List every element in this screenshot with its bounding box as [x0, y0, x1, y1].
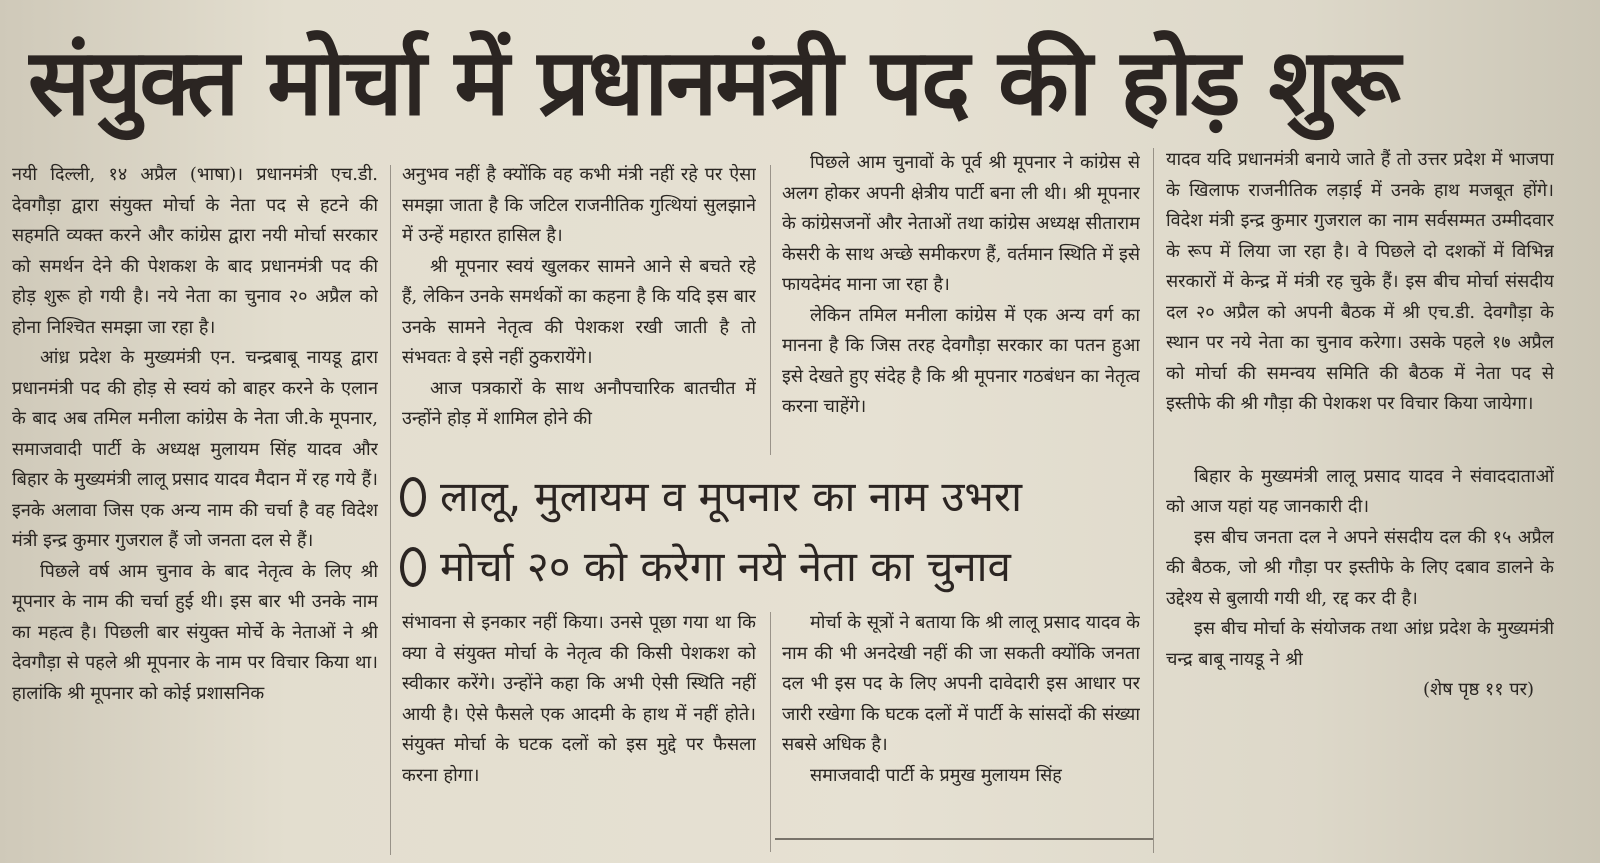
paragraph: बिहार के मुख्यमंत्री लालू प्रसाद यादव ने संवाददाताओं को आज यहां यह जानकारी दी।	[1166, 465, 1554, 517]
circle-bullet-icon	[400, 477, 426, 517]
paragraph: मोर्चा के सूत्रों ने बताया कि श्री लालू प्रसाद यादव के नाम की भी अनदेखी नहीं की जा सकती क्योंकि जनता दल भी इस पद के लिए अपनी दावेदारी इस आधार पर जारी रखेगा कि घटक दलों में पार्टी के सांसदों की संख्या सबसे अधिक है।	[782, 612, 1140, 755]
headline: संयुक्त मोर्चा में प्रधानमंत्री पद की होड़ शुरू	[28, 29, 1399, 136]
paragraph: इस बीच मोर्चा के संयोजक तथा आंध्र प्रदेश के मुख्यमंत्री चन्द्र बाबू नायडू ने श्री	[1166, 618, 1554, 670]
paragraph: पिछले आम चुनावों के पूर्व श्री मूपनार ने कांग्रेस से अलग होकर अपनी क्षेत्रीय पार्टी बना ली थी। श्री मूपनार के कांग्रेसजनों और नेताओं तथा कांग्रेस अध्यक्ष सीताराम केसरी के साथ अच्छे समीकरण हैं, वर्तमान स्थिति में इसे फायदेमंद माना जा रहा है।	[782, 152, 1140, 295]
paragraph: पिछले वर्ष आम चुनाव के बाद नेतृत्व के लिए श्री मूपनार के नाम की चर्चा हुई थी। इस बार भी उनके नाम का महत्व है। पिछली बार संयुक्त मोर्चे के नेताओं ने श्री देवगौड़ा से पहले श्री मूपनार के नाम पर विचार किया था। हालांकि श्री मूपनार को कोई प्रशासनिक	[12, 560, 378, 704]
subheadlines	[400, 462, 1150, 607]
subheadline-2	[400, 532, 1150, 602]
subheadline-text: लालू, मुलायम व मूपनार का नाम उभरा	[440, 472, 1022, 521]
paragraph: समाजवादी पार्टी के प्रमुख मुलायम सिंह	[810, 764, 1062, 786]
article-column-1	[12, 160, 378, 860]
column-divider	[390, 165, 391, 855]
continued-note: (शेष पृष्ठ ११ पर)	[1423, 679, 1534, 700]
paragraph-gap	[1166, 420, 1554, 462]
circle-bullet-icon	[400, 547, 426, 587]
article-column-2-bottom	[402, 608, 756, 858]
column-divider	[1153, 148, 1154, 853]
paragraph: यादव यदि प्रधानमंत्री बनाये जाते हैं तो उत्तर प्रदेश में भाजपा के खिलाफ राजनीतिक लड़ाई में उनके हाथ मजबूत होंगे। विदेश मंत्री इन्द्र कुमार गुजराल का नाम सर्वसम्मत उम्मीदवार के रूप में लिया जा रहा है। वे पिछले दो दशकों में विभिन्न सरकारों में केन्द्र में मंत्री रह चुके हैं। इस बीच मोर्चा संसदीय दल २० अप्रैल को अपनी बैठक में श्री एच.डी. देवगौड़ा के स्थान पर नये नेता का चुनाव करेगा। उसके पहले १७ अप्रैल को मोर्चा की समन्वय समिति की बैठक में नेता पद से इस्तीफे की श्री गौड़ा की पेशकश पर विचार किया जायेगा।	[1166, 149, 1554, 414]
paragraph: संभावना से इनकार नहीं किया। उनसे पूछा गया था कि क्या वे संयुक्त मोर्चा के नेतृत्व की किसी पेशकश को स्वीकार करेंगे। उन्होंने कहा कि अभी ऐसी स्थिति नहीं आयी है। ऐसे फैसले एक आदमी के हाथ में नहीं होते। संयुक्त मोर्चा के घटक दलों को इस मुद्दे पर फैसला करना होगा।	[402, 612, 756, 786]
paragraph: अनुभव नहीं है क्योंकि वह कभी मंत्री नहीं रहे पर ऐसा समझा जाता है कि जटिल राजनीतिक गुत्थियां सुलझाने में उन्हें महारत हासिल है।	[402, 164, 756, 246]
article-column-4	[1166, 145, 1554, 845]
paragraph: इस बीच जनता दल ने अपने संसदीय दल की १५ अप्रैल की बैठक, जो श्री गौड़ा पर इस्तीफे के लिए दबाव डालने के उद्देश्य से बुलायी गयी थी, रद्द कर दी है।	[1166, 526, 1554, 609]
article-column-2-top	[402, 160, 756, 460]
column-divider	[770, 612, 771, 852]
bottom-rule	[775, 838, 1153, 840]
subheadline-1	[400, 462, 1150, 532]
article-column-3-top	[782, 148, 1140, 460]
paragraph: लेकिन तमिल मनीला कांग्रेस में एक अन्य वर्ग का मानना है कि जिस तरह देवगौड़ा सरकार का पतन हुआ इसे देखते हुए संदेह है कि श्री मूपनार गठबंधन का नेतृत्व करना चाहेंगे।	[782, 304, 1140, 417]
subheadline-text: मोर्चा २० को करेगा नये नेता का चुनाव	[440, 542, 1011, 591]
paragraph: नयी दिल्ली, १४ अप्रैल (भाषा)। प्रधानमंत्री एच.डी. देवगौड़ा द्वारा संयुक्त मोर्चा के नेता पद से हटने की सहमति व्यक्त करने और कांग्रेस द्वारा नयी मोर्चा सरकार को समर्थन देने की पेशकश के बाद प्रधानमंत्री पद की होड़ शुरू हो गयी है। नये नेता का चुनाव २० अप्रैल को होना निश्चित समझा जा रहा है।	[12, 164, 378, 338]
paragraph: श्री मूपनार स्वयं खुलकर सामने आने से बचते रहे हैं, लेकिन उनके समर्थकों का कहना है कि यदि इस बार उनके सामने नेतृत्व की पेशकश रखी जाती है तो संभवतः वे इसे नहीं ठुकरायेंगे।	[402, 255, 756, 368]
column-divider	[770, 165, 771, 455]
article-column-3-bottom	[782, 608, 1140, 858]
paragraph: आंध्र प्रदेश के मुख्यमंत्री एन. चन्द्रबाबू नायडू द्वारा प्रधानमंत्री पद की होड़ से स्वयं को बाहर करने के एलान के बाद अब तमिल मनीला कांग्रेस के नेता जी.के मूपनार, समाजवादी पार्टी के अध्यक्ष मुलायम सिंह यादव और बिहार के मुख्यमंत्री लालू प्रसाद यादव मैदान में रह गये हैं। इनके अलावा जिस एक अन्य नाम की चर्चा है वह विदेश मंत्री इन्द्र कुमार गुजराल हैं जो जनता दल से हैं।	[12, 347, 378, 551]
paragraph: आज पत्रकारों के साथ अनौपचारिक बातचीत में उन्होंने होड़ में शामिल होने की	[402, 377, 756, 429]
